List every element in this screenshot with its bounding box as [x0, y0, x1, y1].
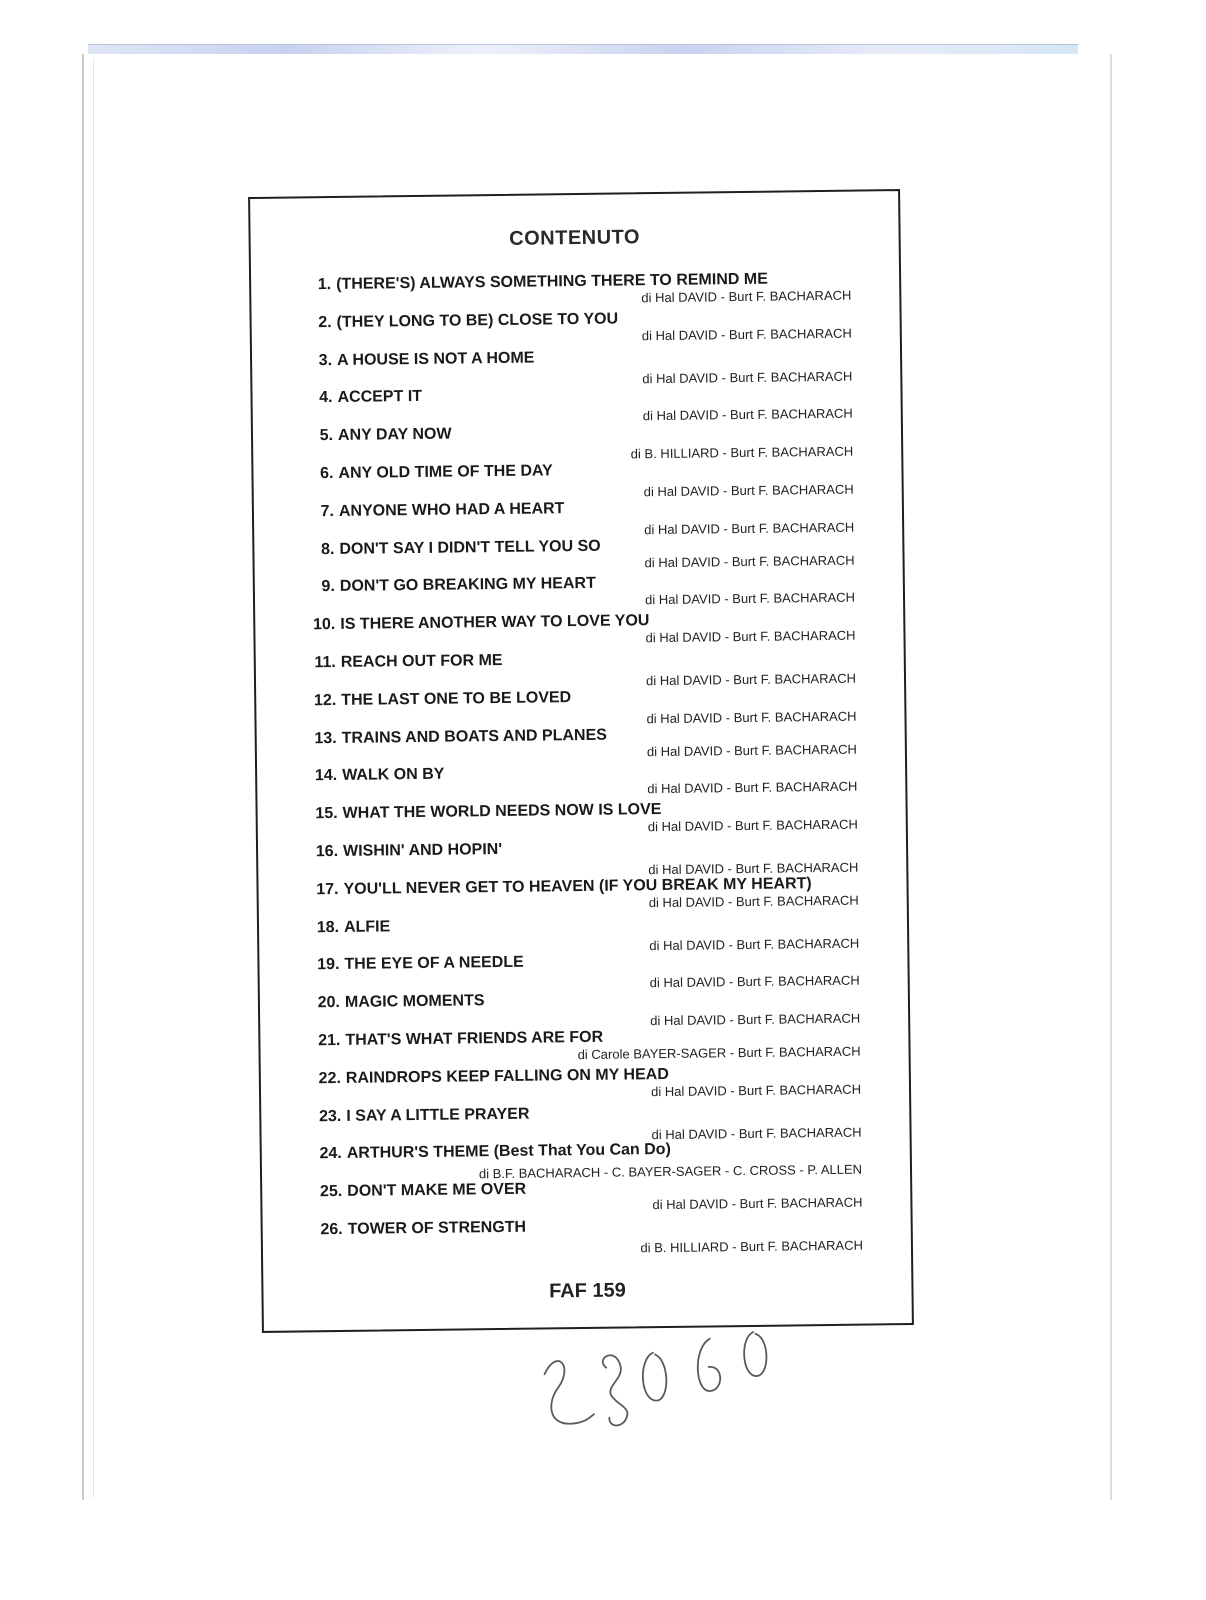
song-number: 3. [318, 351, 333, 369]
song-title-text: THAT'S WHAT FRIENDS ARE FOR [345, 1028, 604, 1049]
song-title-text: (THEY LONG TO BE) CLOSE TO YOU [336, 310, 619, 331]
song-credit: di Hal DAVID - Burt F. BACHARACH [651, 1124, 862, 1142]
song-title-text: RAINDROPS KEEP FALLING ON MY HEAD [345, 1065, 669, 1087]
song-credit: di B. HILLIARD - Burt F. BACHARACH [630, 443, 854, 462]
song-number: 4. [319, 389, 333, 407]
contents-title: CONTENUTO [509, 226, 641, 250]
song-number: 1. [317, 276, 332, 294]
song-credit: di Hal DAVID - Burt F. BACHARACH [644, 519, 855, 537]
song-number: 14. [314, 767, 338, 785]
song-number: 22. [318, 1069, 341, 1087]
song-title-text: I SAY A LITTLE PRAYER [346, 1105, 530, 1125]
song-title-text: YOU'LL NEVER GET TO HEAVEN (IF YOU BREAK MY HEART) [343, 874, 812, 898]
song-title [300, 388, 422, 407]
contents-list [299, 270, 863, 1259]
song-title-text: (THERE'S) ALWAYS SOMETHING THERE TO REMIND ME [336, 270, 768, 293]
song-number: 10. [312, 616, 336, 634]
song-title-text: ANYONE WHO HAD A HEART [338, 499, 565, 520]
song-number: 21. [318, 1031, 341, 1050]
song-credit: di Hal DAVID - Burt F. BACHARACH [648, 892, 859, 910]
song-title-text: TRAINS AND BOATS AND PLANES [341, 726, 607, 747]
song-title [310, 1181, 526, 1202]
song-credit: di B.F. BACHARACH - C. BAYER-SAGER - C. CROSS - P. ALLEN [478, 1161, 863, 1182]
song-title [302, 500, 565, 521]
song-number: 23. [318, 1107, 342, 1125]
song-title-text: ACCEPT IT [337, 388, 423, 407]
song-credit: di Hal DAVID - Burt F. BACHARACH [647, 816, 858, 835]
song-credit: di Hal DAVID - Burt F. BACHARACH [641, 325, 852, 344]
song-title-text: DON'T SAY I DIDN'T TELL YOU SO [339, 537, 601, 558]
song-number: 5. [319, 427, 334, 445]
song-number: 16. [315, 842, 339, 861]
song-number: 11. [314, 653, 336, 672]
song-credit: di Hal DAVID - Burt F. BACHARACH [645, 627, 856, 646]
song-title-text: THE LAST ONE TO BE LOVED [341, 688, 572, 709]
song-title [301, 426, 452, 446]
contents-box [248, 189, 914, 1333]
song-title [311, 1219, 527, 1240]
song-title [306, 801, 662, 823]
song-credit: di Hal DAVID - Burt F. BACHARACH [643, 481, 854, 500]
song-title [302, 537, 600, 559]
song-credit: di Hal DAVID - Burt F. BACHARACH [646, 741, 857, 759]
song-title [300, 349, 535, 370]
song-title [306, 841, 502, 861]
song-title [305, 726, 607, 748]
song-number: 6. [320, 464, 334, 483]
song-number: 9. [321, 578, 335, 596]
song-title-text: ANY DAY NOW [337, 425, 452, 445]
song-title [308, 992, 485, 1012]
song-number: 18. [316, 918, 340, 936]
song-number: 8. [320, 540, 335, 558]
song-title [307, 954, 523, 975]
catalog-code: FAF 159 [548, 1279, 626, 1303]
song-number: 19. [317, 956, 340, 974]
song-credit: di Hal DAVID - Burt F. BACHARACH [650, 1081, 862, 1099]
song-number: 2. [318, 313, 332, 331]
song-title [309, 1105, 529, 1126]
song-credit: di Hal DAVID - Burt F. BACHARACH [645, 670, 857, 689]
song-title-text: WISHIN' AND HOPIN' [342, 840, 503, 860]
song-number: 25. [319, 1183, 343, 1201]
song-title [304, 652, 503, 672]
song-title-text: ANY OLD TIME OF THE DAY [338, 462, 553, 482]
song-credit: di Hal DAVID - Burt F. BACHARACH [641, 287, 852, 306]
song-title-text: IS THERE ANOTHER WAY TO LOVE YOU [340, 612, 650, 634]
song-title-text: TOWER OF STRENGTH [347, 1218, 527, 1238]
song-title [310, 1141, 671, 1163]
song-title [303, 575, 596, 597]
song-number: 17. [316, 880, 339, 898]
list-item [311, 1215, 863, 1260]
song-number: 7. [320, 502, 335, 520]
song-credit: di Hal DAVID - Burt F. BACHARACH [647, 778, 858, 797]
song-number: 26. [320, 1220, 343, 1239]
song-title-text: MAGIC MOMENTS [344, 992, 485, 1012]
song-credit: di Hal DAVID - Burt F. BACHARACH [642, 368, 853, 386]
song-credit: di Hal DAVID - Burt F. BACHARACH [649, 972, 860, 991]
song-title [303, 612, 649, 634]
song-title-text: THE EYE OF A NEEDLE [344, 954, 524, 974]
song-credit: di Hal DAVID - Burt F. BACHARACH [646, 708, 857, 726]
page-inner-edge [93, 58, 94, 1498]
song-title [301, 462, 552, 483]
song-credit: di Carole BAYER-SAGER - Burt F. BACHARACH [577, 1043, 861, 1062]
song-credit: di Hal DAVID - Burt F. BACHARACH [652, 1194, 863, 1213]
song-title-text: DON'T MAKE ME OVER [347, 1180, 527, 1201]
song-number: 20. [317, 994, 341, 1012]
song-title-text: WHAT THE WORLD NEEDS NOW IS LOVE [342, 801, 662, 823]
song-credit: di Hal DAVID - Burt F. BACHARACH [644, 590, 856, 608]
song-title-text: A HOUSE IS NOT A HOME [336, 349, 535, 369]
song-title [305, 766, 444, 786]
song-number: 12. [313, 691, 337, 710]
song-number: 15. [315, 805, 338, 823]
song-title-text: ALFIE [343, 917, 391, 936]
song-credit: di Hal DAVID - Burt F. BACHARACH [649, 935, 860, 953]
song-title [308, 1029, 603, 1051]
song-number: 24. [319, 1145, 342, 1163]
song-title [309, 1066, 669, 1088]
song-credit: di B. HILLIARD - Burt F. BACHARACH [640, 1237, 864, 1256]
song-title-text: DON'T GO BREAKING MY HEART [339, 575, 596, 596]
song-title [300, 310, 619, 332]
song-title [307, 918, 390, 937]
song-credit: di Hal DAVID - Burt F. BACHARACH [642, 406, 853, 424]
song-title-text: ARTHUR'S THEME (Best That You Can Do) [346, 1141, 671, 1163]
song-credit: di Hal DAVID - Burt F. BACHARACH [644, 552, 855, 570]
song-title [304, 689, 571, 710]
song-number: 13. [314, 729, 337, 747]
song-title-text: REACH OUT FOR ME [340, 651, 503, 671]
song-credit: di Hal DAVID - Burt F. BACHARACH [650, 1010, 861, 1029]
song-title-text: WALK ON BY [342, 766, 445, 785]
song-credit: di Hal DAVID - Burt F. BACHARACH [648, 859, 859, 878]
